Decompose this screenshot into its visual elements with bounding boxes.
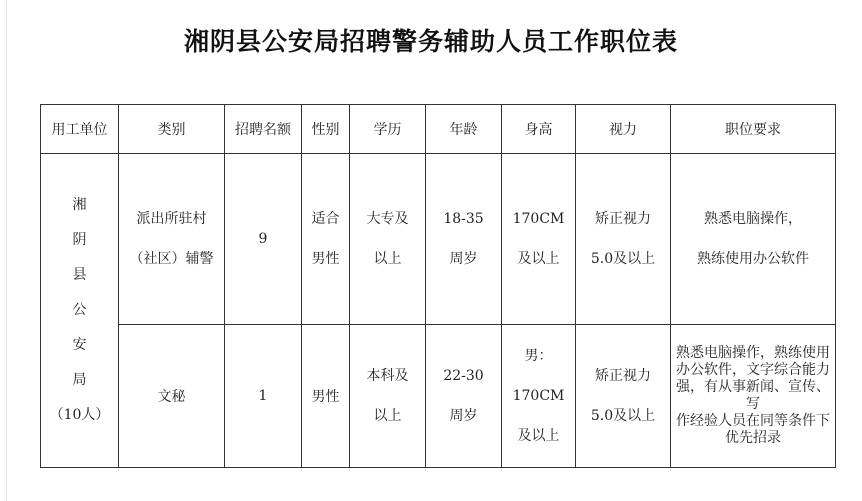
header-education: 学历	[350, 105, 426, 154]
unit-line: 安	[72, 337, 87, 353]
job-table	[40, 104, 836, 468]
header-vision: 视力	[576, 105, 671, 154]
gender-line: 男性	[311, 251, 340, 267]
quota-cell: 1	[225, 325, 302, 468]
requirements-line: 熟悉电脑操作，熟练使用	[676, 345, 830, 361]
education-cell	[350, 154, 426, 325]
unit-line: （10人）	[49, 407, 110, 423]
category-line: 文秘	[157, 389, 186, 405]
table-row	[41, 154, 836, 325]
vision-line: 矫正视力	[595, 368, 651, 384]
height-cell	[502, 325, 576, 468]
gender-line: 男性	[311, 389, 340, 405]
education-line: 大专及	[366, 211, 409, 227]
unit-line: 局	[72, 372, 87, 388]
height-line: 男：170CM	[512, 348, 565, 404]
vision-line: 矫正视力	[595, 211, 651, 227]
requirements-line: 熟悉电脑操作，	[704, 211, 802, 227]
employer-unit-cell	[41, 154, 119, 468]
requirements-line: 办公软件，文字综合能力	[676, 362, 830, 378]
requirements-line: 熟练使用办公软件	[697, 251, 809, 267]
education-line: 以上	[373, 408, 402, 424]
category-cell	[119, 154, 225, 325]
category-cell	[119, 325, 225, 468]
requirements-cell	[671, 154, 836, 325]
header-category: 类别	[119, 105, 225, 154]
education-line: 本科及	[366, 368, 409, 384]
vision-line: 5.0及以上	[590, 251, 656, 267]
age-cell	[426, 154, 502, 325]
vision-cell	[576, 325, 671, 468]
vision-cell	[576, 154, 671, 325]
age-line: 周岁	[449, 408, 478, 424]
vision-line: 5.0及以上	[590, 408, 656, 424]
age-line: 22-30	[443, 368, 484, 384]
education-cell	[350, 325, 426, 468]
page-edge-divider	[6, 0, 7, 501]
unit-line: 县	[72, 267, 87, 283]
table-header-row	[41, 105, 836, 154]
height-line: 及以上	[517, 428, 560, 444]
height-line: 170CM	[512, 211, 565, 227]
age-line: 周岁	[449, 251, 478, 267]
category-line: （社区）辅警	[129, 251, 214, 267]
header-gender: 性别	[302, 105, 350, 154]
height-line: 及以上	[517, 251, 560, 267]
gender-line: 适合	[311, 211, 340, 227]
age-cell	[426, 325, 502, 468]
header-height: 身高	[502, 105, 576, 154]
requirements-line: 强，有从事新闻、宣传、写	[676, 379, 830, 412]
table-row	[41, 325, 836, 468]
header-requirements: 职位要求	[671, 105, 836, 154]
height-cell	[502, 154, 576, 325]
unit-line: 湘	[72, 197, 87, 213]
unit-line: 阴	[72, 232, 87, 248]
education-line: 以上	[373, 251, 402, 267]
header-age: 年龄	[426, 105, 502, 154]
unit-line: 公	[72, 302, 87, 318]
age-line: 18-35	[443, 211, 484, 227]
header-quota: 招聘名额	[225, 105, 302, 154]
gender-cell	[302, 154, 350, 325]
header-unit: 用工单位	[41, 105, 119, 154]
requirements-cell	[671, 325, 836, 468]
requirements-line: 作经验人员在同等条件下	[676, 413, 830, 429]
page-title: 湘阴县公安局招聘警务辅助人员工作职位表	[183, 27, 678, 56]
requirements-line: 优先招录	[725, 430, 781, 446]
quota-cell: 9	[225, 154, 302, 325]
category-line: 派出所驻村	[136, 211, 207, 227]
gender-cell	[302, 325, 350, 468]
